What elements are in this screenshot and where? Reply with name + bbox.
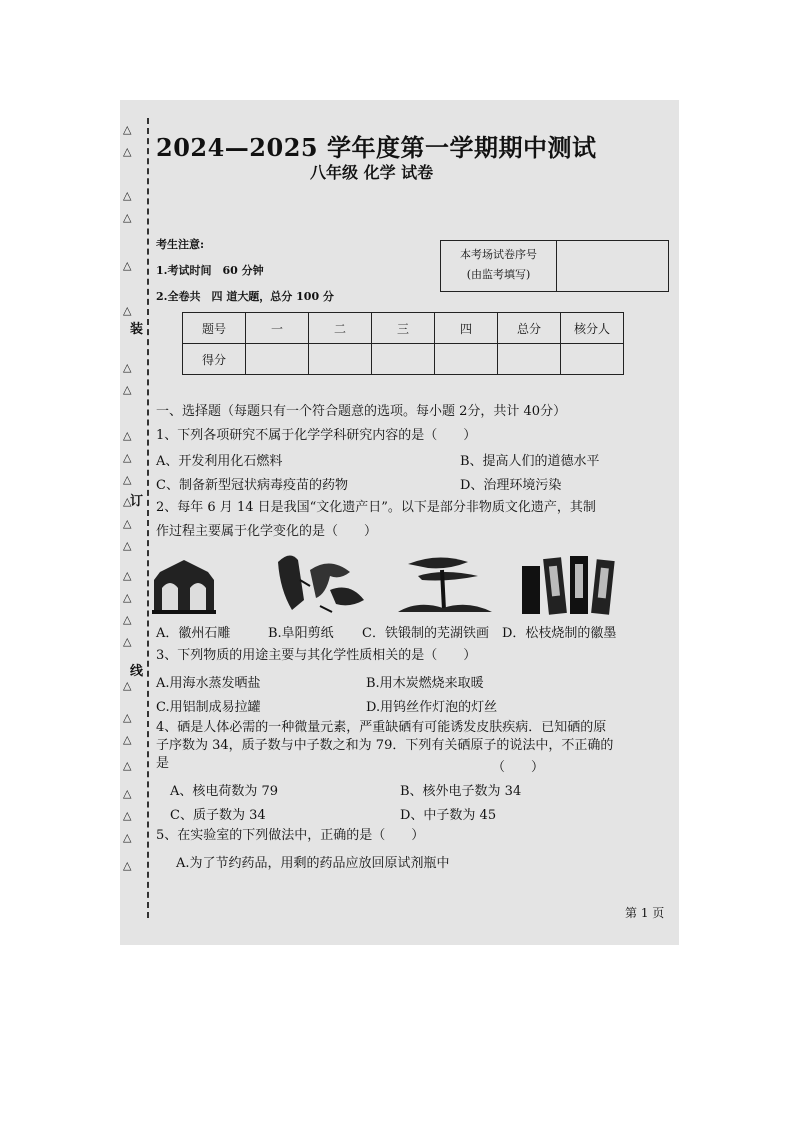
binding-word-ding: 订	[130, 494, 144, 509]
triangle-mark: △	[123, 613, 132, 626]
question-5-option-a[interactable]: A.为了节约药品，用剩的药品应放回原试剂瓶中	[176, 856, 450, 871]
question-2-option-b[interactable]: B.阜阳剪纸	[268, 626, 334, 641]
score-cell[interactable]	[498, 344, 561, 375]
question-3-stem: 3、下列物质的用途主要与其化学性质相关的是（ ）	[156, 648, 477, 663]
paper-cutting-image	[270, 550, 370, 618]
triangle-mark: △	[123, 123, 132, 136]
score-table-header-row	[183, 313, 624, 344]
question-3-option-a[interactable]: A.用海水蒸发晒盐	[156, 676, 261, 691]
stone-carving-image	[150, 550, 218, 618]
question-2-option-a[interactable]: A．徽州石雕	[156, 626, 231, 641]
table-header: 四	[435, 313, 498, 344]
question-4-option-a[interactable]: A、核电荷数为 79	[170, 784, 279, 799]
score-cell[interactable]	[561, 344, 624, 375]
triangle-mark: △	[123, 679, 132, 692]
question-2-option-d[interactable]: D．松枝烧制的徽墨	[502, 626, 617, 641]
question-4-stem-line2: 子序数为 34，质子数与中子数之和为 79．下列有关硒原子的说法中，不正确的	[156, 738, 614, 753]
question-3-option-d[interactable]: D.用钨丝作灯泡的灯丝	[366, 700, 498, 715]
triangle-mark: △	[123, 759, 132, 772]
ink-stick-image	[518, 550, 628, 618]
score-row-label: 得分	[183, 344, 246, 375]
question-1-option-a[interactable]: A、开发利用化石燃料	[156, 454, 283, 469]
binding-dashed-line	[147, 118, 149, 918]
triangle-mark: △	[123, 383, 132, 396]
triangle-mark: △	[123, 211, 132, 224]
question-2-stem-line2: 作过程主要属于化学变化的是（ ）	[156, 524, 378, 539]
seat-number-label: 本考场试卷序号 (由监考填写)	[441, 241, 557, 291]
triangle-mark: △	[123, 145, 132, 158]
iron-painting-image	[388, 550, 498, 618]
triangle-mark: △	[123, 189, 132, 202]
notice-scope: 2.全卷共 四 道大题，总分 100 分	[156, 290, 334, 303]
score-cell[interactable]	[435, 344, 498, 375]
question-1-option-b[interactable]: B、提高人们的道德水平	[460, 454, 600, 469]
notice-time: 1.考试时间 60 分钟	[156, 264, 264, 277]
question-4-stem-line1: 4、硒是人体必需的一种微量元素，严重缺硒有可能诱发皮肤疾病．已知硒的原	[156, 720, 607, 735]
question-1-option-c[interactable]: C、制备新型冠状病毒疫苗的药物	[156, 478, 348, 493]
table-header: 二	[309, 313, 372, 344]
question-5-stem: 5、在实验室的下列做法中，正确的是（ ）	[156, 828, 425, 843]
question-1-option-d[interactable]: D、治理环境污染	[460, 478, 562, 493]
triangle-mark: △	[123, 539, 132, 552]
binding-margin	[120, 100, 142, 945]
score-cell[interactable]	[246, 344, 309, 375]
score-table-row	[183, 344, 624, 375]
page-number: 第 1 页	[625, 906, 665, 920]
exam-subtitle: 八年级 化学 试卷	[310, 163, 434, 182]
question-4-option-d[interactable]: D、中子数为 45	[400, 808, 497, 823]
seat-number-field[interactable]	[557, 241, 668, 291]
binding-word-xian: 线	[130, 664, 144, 679]
question-4-option-c[interactable]: C、质子数为 34	[170, 808, 266, 823]
triangle-mark: △	[123, 473, 132, 486]
triangle-mark: △	[123, 259, 132, 272]
notice-heading: 考生注意:	[156, 238, 205, 251]
score-cell[interactable]	[372, 344, 435, 375]
score-table	[182, 312, 624, 375]
triangle-mark: △	[123, 809, 132, 822]
question-2-stem-line1: 2、每年 6 月 14 日是我国“文化遗产日”。以下是部分非物质文化遗产，其制	[156, 500, 596, 515]
question-3-option-c[interactable]: C.用铝制成易拉罐	[156, 700, 261, 715]
triangle-mark: △	[123, 361, 132, 374]
section-heading: 一、选择题（每题只有一个符合题意的选项。每小题 2分，共计 40分）	[156, 404, 567, 419]
question-4-stem-line3: 是	[156, 756, 170, 771]
table-header: 题号	[183, 313, 246, 344]
question-4-option-b[interactable]: B、核外电子数为 34	[400, 784, 522, 799]
table-header: 总分	[498, 313, 561, 344]
exam-page	[120, 100, 679, 945]
triangle-mark: △	[123, 569, 132, 582]
question-1-stem: 1、下列各项研究不属于化学学科研究内容的是（ ）	[156, 428, 477, 443]
triangle-mark: △	[123, 429, 132, 442]
table-header: 三	[372, 313, 435, 344]
triangle-mark: △	[123, 859, 132, 872]
seat-number-box	[440, 240, 669, 292]
triangle-mark: △	[123, 733, 132, 746]
question-4-answer-bracket[interactable]: （ ）	[492, 760, 545, 775]
triangle-mark: △	[123, 711, 132, 724]
question-2-option-c[interactable]: C．铁锻制的芜湖铁画	[362, 626, 489, 641]
triangle-mark: △	[123, 831, 132, 844]
triangle-mark: △	[123, 635, 132, 648]
triangle-mark: △	[123, 451, 132, 464]
triangle-mark: △	[123, 591, 132, 604]
exam-title: 2024—2025 学年度第一学期期中测试	[156, 133, 597, 162]
triangle-mark: △	[123, 517, 132, 530]
triangle-mark: △	[123, 304, 132, 317]
triangle-mark: △	[123, 787, 132, 800]
question-3-option-b[interactable]: B.用木炭燃烧来取暖	[366, 676, 484, 691]
triangle-mark: △	[123, 495, 132, 508]
binding-word-zhuang: 装	[130, 322, 144, 337]
score-cell[interactable]	[309, 344, 372, 375]
table-header: 一	[246, 313, 309, 344]
table-header: 核分人	[561, 313, 624, 344]
